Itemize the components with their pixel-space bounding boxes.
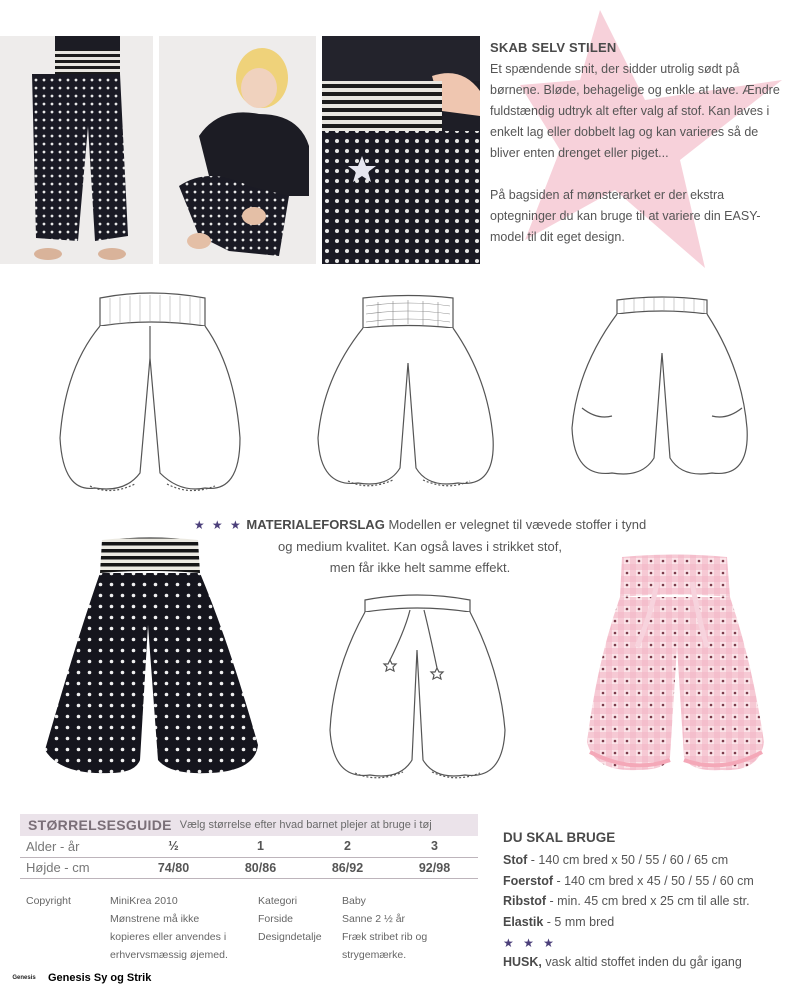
table-cell: 92/98 <box>391 857 478 878</box>
size-guide-title: STØRRELSESGUIDE <box>28 817 172 833</box>
material-line-3: men får ikke helt samme effekt. <box>329 560 511 575</box>
sketch-pants-elastic-waist <box>562 288 757 483</box>
size-guide <box>20 814 478 879</box>
material-item: Elastik - 5 mm bred <box>503 914 615 929</box>
credits-col-2 <box>110 892 260 964</box>
table-cell: 80/86 <box>217 857 304 878</box>
intro-heading: SKAB SELV STILEN <box>490 40 617 55</box>
row-label: Alder - år <box>20 836 130 857</box>
husk-note: HUSK, vask altid stoffet inden du går igang <box>503 955 742 969</box>
credit-line: Mønstrene må ikke <box>110 913 200 925</box>
credits-col-3 <box>258 892 348 946</box>
material-line-2: og medium kvalitet. Kan også laves i strikket stof, <box>278 539 562 554</box>
material-item: Foerstof - 140 cm bred x 45 / 50 / 55 / 60 cm <box>503 873 754 888</box>
table-cell: 1 <box>217 836 304 857</box>
stars-icon: ★ ★ ★ <box>503 936 557 950</box>
footer <box>6 970 151 986</box>
credit-line: Forside <box>258 913 294 925</box>
size-table <box>20 836 478 879</box>
materials-heading: DU SKAL BRUGE <box>503 830 616 845</box>
material-line-1: Modellen er velegnet til vævede stoffer i tynd <box>388 517 647 532</box>
materials-needed <box>503 830 793 972</box>
table-row <box>20 836 478 857</box>
row-label: Højde - cm <box>20 857 130 878</box>
table-row <box>20 857 478 878</box>
intro-section <box>490 40 790 248</box>
credit-line: strygemærke. <box>342 949 407 961</box>
credit-line: MiniKrea 2010 <box>110 895 178 907</box>
sketch-pants-smocked-waist <box>308 288 503 503</box>
sketch-pants-drawstring <box>325 590 510 785</box>
stars-icon: ★ ★ ★ <box>193 518 243 532</box>
material-item: Stof - 140 cm bred x 50 / 55 / 60 / 65 cm <box>503 853 729 867</box>
photo-waistband-closeup <box>322 36 480 264</box>
photo-child-standing-polka-pants <box>0 36 153 264</box>
photo-polka-dot-pants <box>40 535 260 780</box>
table-cell: ½ <box>130 836 217 857</box>
genesis-logo: Genesis <box>12 975 36 981</box>
credit-line: Kategori <box>258 895 298 907</box>
credits-col-4 <box>342 892 472 964</box>
table-cell: 74/80 <box>130 857 217 878</box>
material-heading: MATERIALEFORSLAG <box>246 517 385 532</box>
credit-line: Fræk stribet rib og <box>342 931 428 943</box>
table-cell: 3 <box>391 836 478 857</box>
intro-paragraph-1: Et spændende snit, der sidder utrolig sødt på børnene. Bløde, behagelige og enkle at lave. Ændre fuldstændig udtryk alt efter valg af stof. Kan laves i enkelt lag eller dobbelt lag og kan varieres så de bliver enten drenget eller piget... <box>490 62 780 160</box>
credit-line: Designdetalje <box>258 931 322 943</box>
credit-line: kopieres eller anvendes i <box>110 931 227 943</box>
credits-col-1 <box>26 892 71 910</box>
credit-line: Sanne 2 ½ år <box>342 913 406 925</box>
credit-line: Copyright <box>26 895 71 907</box>
credit-line: Baby <box>342 895 366 907</box>
credit-line: erhvervsmæssig øjemed. <box>110 949 228 961</box>
table-cell: 2 <box>304 836 391 857</box>
photo-child-sitting <box>159 36 316 264</box>
size-guide-subtitle: Vælg størrelse efter hvad barnet plejer at bruge i tøj <box>179 819 432 831</box>
intro-paragraph-2: På bagsiden af mønsterarket er der ekstra optegninger du kan bruge til at variere din EASY-model til dit eget design. <box>490 188 761 244</box>
size-guide-header <box>20 814 478 836</box>
material-item: Ribstof - min. 45 cm bred x 25 cm til alle str. <box>503 894 750 908</box>
table-cell: 86/92 <box>304 857 391 878</box>
photo-pink-gingham-pants <box>582 552 767 782</box>
footer-brand: Genesis Sy og Strik <box>48 972 152 984</box>
sketch-pants-rib-waistband <box>55 288 245 503</box>
